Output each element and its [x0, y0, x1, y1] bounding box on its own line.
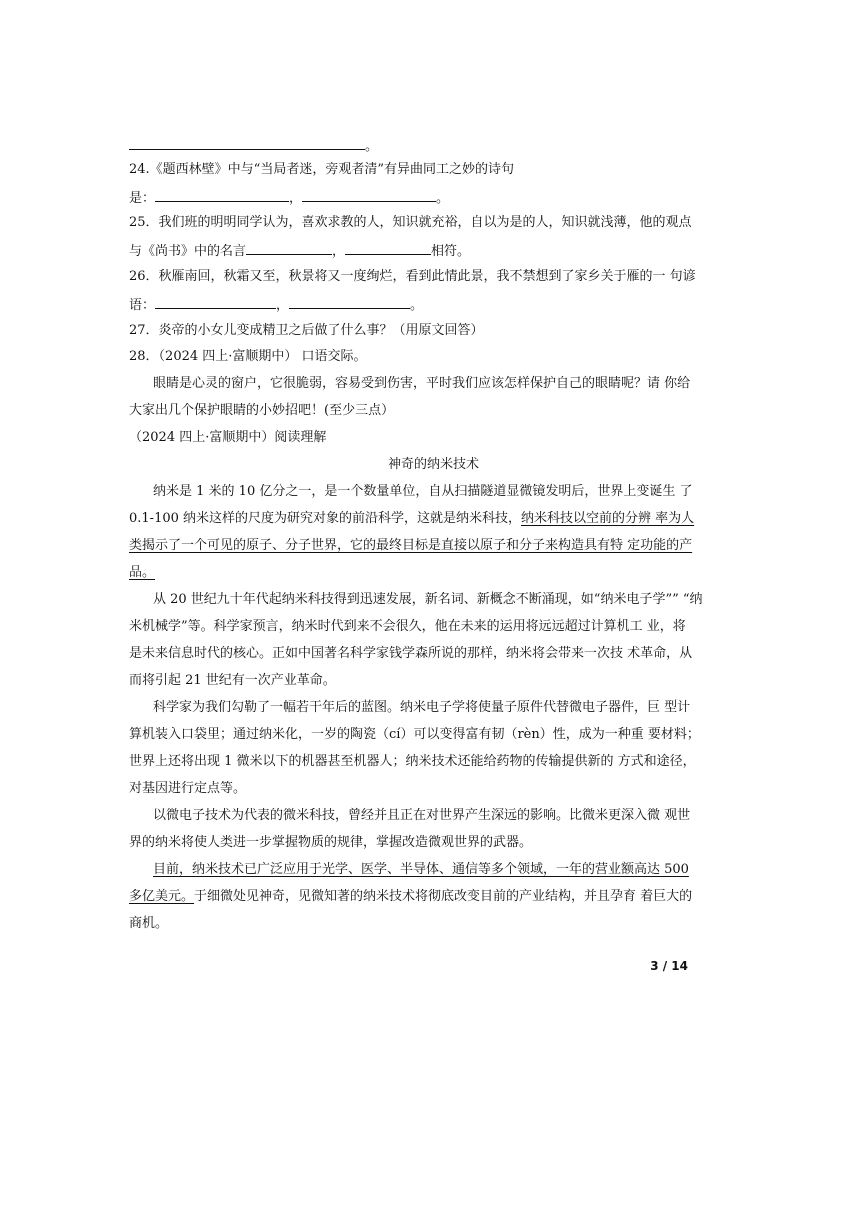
reading-section-heading: （2024 四上·富顺期中）阅读理解 — [129, 430, 327, 445]
article-paragraph-line: 界的纳米将使人类进一步掌握物质的规律，掌握改造微观世界的武器。 — [129, 835, 533, 850]
article-paragraph-line: 对基因进行定点等。 — [129, 781, 247, 796]
article-paragraph-line: 算机装入口袋里；通过纳米化，一岁的陶瓷（cí）可以变得富有韧（rèn）性，成为一种重 要材料； — [129, 727, 700, 742]
article-paragraph-line: 0.1-100 纳米这样的尺度为研究对象的前沿科学，这就是纳米科技，纳米科技以空前的分辨 率为人 — [129, 511, 695, 526]
article-paragraph-line: 从 20 世纪九十年代起纳米科技得到迅速发展，新名词、新概念不断涌现，如“纳米电子学”” “纳 — [153, 592, 703, 607]
article-paragraph-line: 以微电子技术为代表的微米科技，曾经并且正在对世界产生深远的影响。比微米更深入微 观世 — [153, 808, 691, 823]
article-title: 神奇的纳米技术 — [387, 457, 479, 472]
article-paragraph-line: 米机械学”等。科学家预言，纳米时代到来不会很久，他在未来的运用将远远超过计算机工 业，将 — [129, 619, 686, 634]
answer-line-continuation: 。 — [129, 136, 378, 156]
answer-blank[interactable] — [155, 295, 276, 309]
article-paragraph-line: 科学家为我们勾勒了一幅若干年后的蓝图。纳米电子学将使量子原件代替微电子器件，巨 型计 — [153, 700, 691, 715]
answer-blank[interactable] — [155, 188, 289, 202]
page-number: 3 / 14 — [650, 959, 688, 973]
answer-blank[interactable] — [289, 295, 410, 309]
article-paragraph-line: 是未来信息时代的核心。正如中国著名科学家钱学森所说的那样，纳米将会带来一次技 术革命，从 — [129, 646, 693, 661]
question-24-answers: 是： ， 。 — [129, 188, 449, 208]
question-26-prompt: 26．秋雁南回，秋霜又至，秋景将又一度绚烂，看到此情此景，我不禁想到了家乡关于雁的一 句谚 — [129, 269, 696, 284]
underlined-text: 品。 — [129, 565, 156, 580]
underlined-text: 目前，纳米技术已广泛应用于光学、医学、半导体、通信等多个领域，一年的营业额高达 500 — [153, 862, 689, 877]
question-28-paragraph-line: 大家出几个保护眼睛的小妙招吧！(至少三点） — [129, 403, 395, 418]
underlined-text: 类揭示了一个可见的原子、分子世界，它的最终目标是直接以原子和分子来构造具有特 定功能的产 — [129, 538, 693, 553]
underlined-text: 多亿美元。 — [129, 889, 195, 904]
question-27: 27．炎帝的小女儿变成精卫之后做了什么事？（用原文回答） — [129, 323, 484, 338]
answer-blank[interactable] — [129, 136, 365, 150]
article-paragraph-line: 多亿美元。于细微处见神奇，见微知著的纳米技术将彻底改变目前的产业结构，并且孕育 着巨大的 — [129, 889, 693, 904]
question-26-answers: 语： ， 。 — [129, 295, 423, 315]
answer-blank[interactable] — [345, 241, 431, 255]
article-paragraph-line: 世界上还将出现 1 微米以下的机器甚至机器人；纳米技术还能给药物的传输提供新的 方式和途径， — [129, 754, 696, 769]
article-paragraph-line: 而将引起 21 世纪有一次产业革命。 — [129, 673, 336, 688]
question-24-prompt: 24.《题西林壁》中与“当局者迷，旁观者清”有异曲同工之妙的诗句 — [129, 162, 514, 177]
answer-blank[interactable] — [246, 241, 332, 255]
answer-blank[interactable] — [302, 188, 436, 202]
article-paragraph-line: 商机。 — [129, 916, 169, 931]
question-28: 28．（2024 四上·富顺期中） 口语交际。 — [129, 349, 367, 364]
question-28-paragraph-line: 眼睛是心灵的窗户，它很脆弱，容易受到伤害，平时我们应该怎样保护自己的眼睛呢？请 你给 — [153, 376, 691, 391]
underlined-text: 纳米科技以空前的分辨 率为人 — [521, 511, 695, 526]
question-25-prompt: 25．我们班的明明同学认为，喜欢求教的人，知识就充裕，自以为是的人，知识就浅薄，他的观点 — [129, 215, 692, 230]
question-25-answers: 与《尚书》中的名言 ， 相符。 — [129, 241, 470, 261]
article-paragraph-line: 纳米是 1 米的 10 亿分之一，是一个数量单位，自从扫描隧道显微镜发明后，世界上变诞生 了 — [153, 484, 693, 499]
